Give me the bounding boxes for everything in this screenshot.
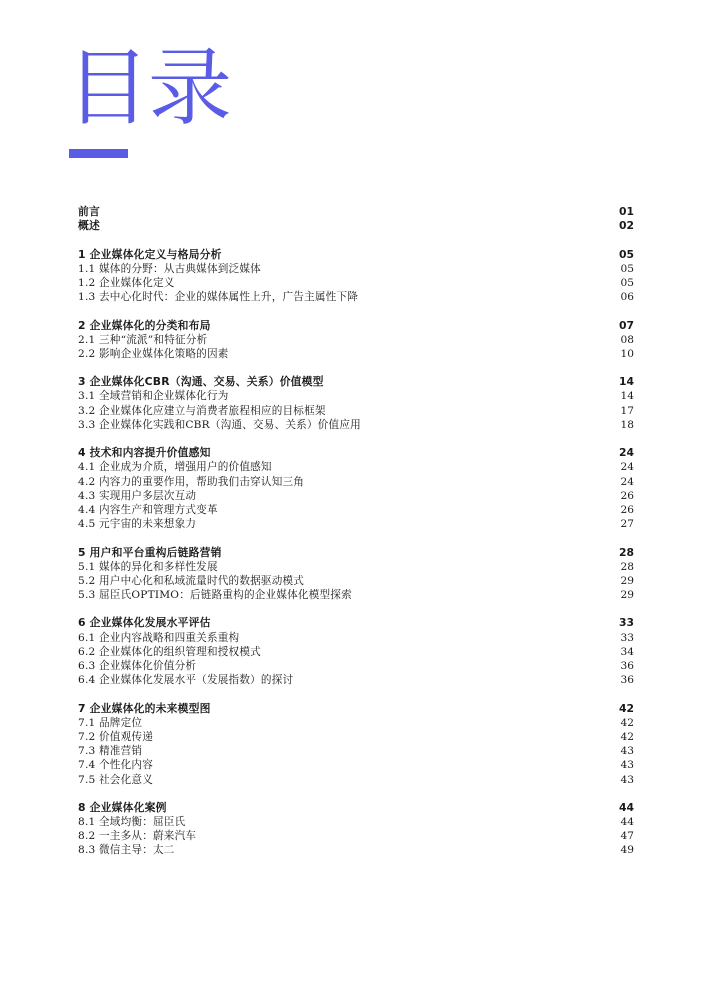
toc-entry-label: 5.3 屈臣氏OPTIMO：后链路重构的企业媒体化模型探索 [78,589,352,602]
toc-entry-page-number: 07 [618,318,634,332]
toc-entry-page-number: 06 [620,291,634,304]
toc-section-row[interactable] [78,262,634,276]
toc-entry-label: 1.1 媒体的分野：从古典媒体到泛媒体 [78,262,261,275]
toc-entry-page-number: 14 [620,390,634,403]
toc-section-row[interactable] [78,489,634,503]
toc-entry-label: 4.5 元宇宙的未来想象力 [78,518,197,531]
toc-entry-page-number: 47 [620,830,634,843]
toc-section-row[interactable] [78,475,634,489]
section-spacer [78,687,634,701]
toc-entry-page-number: 05 [620,276,634,289]
toc-entry-page-number: 14 [618,375,634,389]
toc-section-row[interactable] [78,659,634,673]
toc-entry-label: 3.2 企业媒体化应建立与消费者旅程相应的目标框架 [78,404,326,417]
toc-section-row[interactable] [78,574,634,588]
toc-entry-label: 4.2 内容力的重要作用，帮助我们击穿认知三角 [78,475,305,488]
toc-entry-label: 6 企业媒体化发展水平评估 [78,616,211,630]
toc-section-row[interactable] [78,815,634,829]
toc-entry-label: 7.4 个性化内容 [78,759,153,772]
toc-section-row[interactable] [78,673,634,687]
toc-section-row[interactable] [78,333,634,347]
section-spacer [78,531,634,545]
toc-entry-page-number: 33 [620,631,634,644]
toc-entry-page-number: 18 [620,418,634,431]
toc-entry-page-number: 24 [620,475,634,488]
toc-section-row[interactable] [78,347,634,361]
toc-entry-label: 8.2 一主多从：蔚来汽车 [78,830,197,843]
toc-entry-label: 1 企业媒体化定义与格局分析 [78,247,222,261]
toc-chapter-row[interactable] [78,375,634,389]
toc-section-row[interactable] [78,730,634,744]
toc-entry-page-number: 34 [620,645,634,658]
toc-entry-page-number: 08 [620,333,634,346]
section-spacer [78,361,634,375]
toc-chapter-row[interactable] [78,248,634,262]
toc-entry-page-number: 24 [620,461,634,474]
toc-entry-page-number: 28 [620,560,634,573]
toc-entry-page-number: 24 [618,446,634,460]
toc-section-row[interactable] [78,645,634,659]
toc-section-row[interactable] [78,517,634,531]
toc-entry-label: 6.4 企业媒体化发展水平（发展指数）的探讨 [78,674,294,687]
toc-entry-page-number: 02 [618,219,634,233]
toc-entry-label: 前言 [78,205,100,218]
toc-section-row[interactable] [78,758,634,772]
toc-entry-page-number: 36 [620,674,634,687]
toc-entry-page-number: 01 [618,205,634,218]
toc-section-row[interactable] [78,773,634,787]
toc-entry-label: 8.1 全域均衡：屈臣氏 [78,816,186,829]
toc-chapter-row[interactable] [78,616,634,630]
toc-entry-label: 7.5 社会化意义 [78,773,153,786]
toc-entry-page-number: 29 [620,589,634,602]
toc-entry-page-number: 49 [620,844,634,857]
toc-entry-page-number: 05 [618,247,634,261]
toc-entry-label: 4.3 实现用户多层次互动 [78,489,197,502]
toc-entry-label: 3 企业媒体化CBR（沟通、交易、关系）价值模型 [78,375,324,389]
toc-entry-page-number: 44 [620,816,634,829]
title-underline-bar [69,149,128,158]
toc-section-row[interactable] [78,460,634,474]
toc-entry-page-number: 10 [620,347,634,360]
toc-entry-page-number: 26 [620,489,634,502]
toc-chapter-row[interactable] [78,546,634,560]
section-spacer [78,233,634,247]
toc-entry-page-number: 43 [620,745,634,758]
toc-section-row[interactable] [78,276,634,290]
toc-entry-page-number: 26 [620,503,634,516]
toc-entry-page-number: 43 [620,773,634,786]
toc-entry-label: 概述 [78,219,100,233]
toc-section-row[interactable] [78,631,634,645]
toc-entry-label: 2.2 影响企业媒体化策略的因素 [78,347,229,360]
toc-entry-label: 1.2 企业媒体化定义 [78,276,175,289]
toc-entry-page-number: 36 [620,660,634,672]
toc-entry-page-number: 42 [618,701,634,715]
toc-section-row[interactable] [78,588,634,602]
toc-chapter-row[interactable] [78,219,634,233]
toc-entry-page-number: 27 [620,518,634,531]
toc-entry-label: 5.2 用户中心化和私域流量时代的数据驱动模式 [78,574,305,587]
toc-section-row[interactable] [78,290,634,304]
toc-entry-label: 5.1 媒体的异化和多样性发展 [78,560,218,573]
toc-chapter-row[interactable] [78,702,634,716]
toc-chapter-row[interactable] [78,205,634,219]
toc-entry-label: 1.3 去中心化时代：企业的媒体属性上升，广告主属性下降 [78,291,359,304]
toc-entry-label: 4.4 内容生产和管理方式变革 [78,503,218,516]
toc-entry-label: 4 技术和内容提升价值感知 [78,446,211,460]
toc-entry-label: 5 用户和平台重构后链路营销 [78,545,222,559]
toc-entry-page-number: 29 [620,574,634,587]
toc-section-row[interactable] [78,404,634,418]
toc-section-row[interactable] [78,744,634,758]
toc-section-row[interactable] [78,560,634,574]
toc-section-row[interactable] [78,503,634,517]
toc-entry-label: 8.3 微信主导：太二 [78,844,175,857]
toc-entry-page-number: 42 [620,730,634,743]
toc-entry-label: 7.2 价值观传递 [78,730,153,743]
section-spacer [78,787,634,801]
toc-section-row[interactable] [78,389,634,403]
toc-entry-label: 8 企业媒体化案例 [78,800,167,814]
toc-entry-label: 3.1 全域营销和企业媒体化行为 [78,390,229,403]
page-title: 目录 [66,39,231,137]
toc-entry-label: 2.1 三种“流派”和特征分析 [78,333,208,346]
toc-section-row[interactable] [78,843,634,857]
toc-entry-page-number: 44 [618,800,634,814]
table-of-contents [78,205,634,858]
toc-chapter-row[interactable] [78,319,634,333]
toc-section-row[interactable] [78,418,634,432]
toc-entry-page-number: 33 [618,616,634,630]
toc-entry-label: 3.3 企业媒体化实践和CBR（沟通、交易、关系）价值应用 [78,418,361,431]
toc-entry-page-number: 17 [620,404,634,417]
toc-entry-label: 6.3 企业媒体化价值分析 [78,660,197,672]
section-spacer [78,304,634,318]
toc-entry-label: 2 企业媒体化的分类和布局 [78,318,211,332]
toc-chapter-row[interactable] [78,801,634,815]
toc-entry-label: 4.1 企业成为介质，增强用户的价值感知 [78,461,272,474]
toc-entry-label: 7 企业媒体化的未来模型图 [78,701,211,715]
toc-entry-page-number: 05 [620,262,634,275]
toc-entry-page-number: 28 [618,545,634,559]
section-spacer [78,432,634,446]
section-spacer [78,602,634,616]
toc-entry-page-number: 42 [620,716,634,729]
toc-entry-label: 7.3 精准营销 [78,745,143,758]
toc-entry-page-number: 43 [620,759,634,772]
toc-entry-label: 6.2 企业媒体化的组织管理和授权模式 [78,645,261,658]
toc-entry-label: 6.1 企业内容战略和四重关系重构 [78,631,240,644]
toc-section-row[interactable] [78,829,634,843]
toc-section-row[interactable] [78,716,634,730]
toc-chapter-row[interactable] [78,446,634,460]
toc-entry-label: 7.1 品牌定位 [78,716,143,729]
